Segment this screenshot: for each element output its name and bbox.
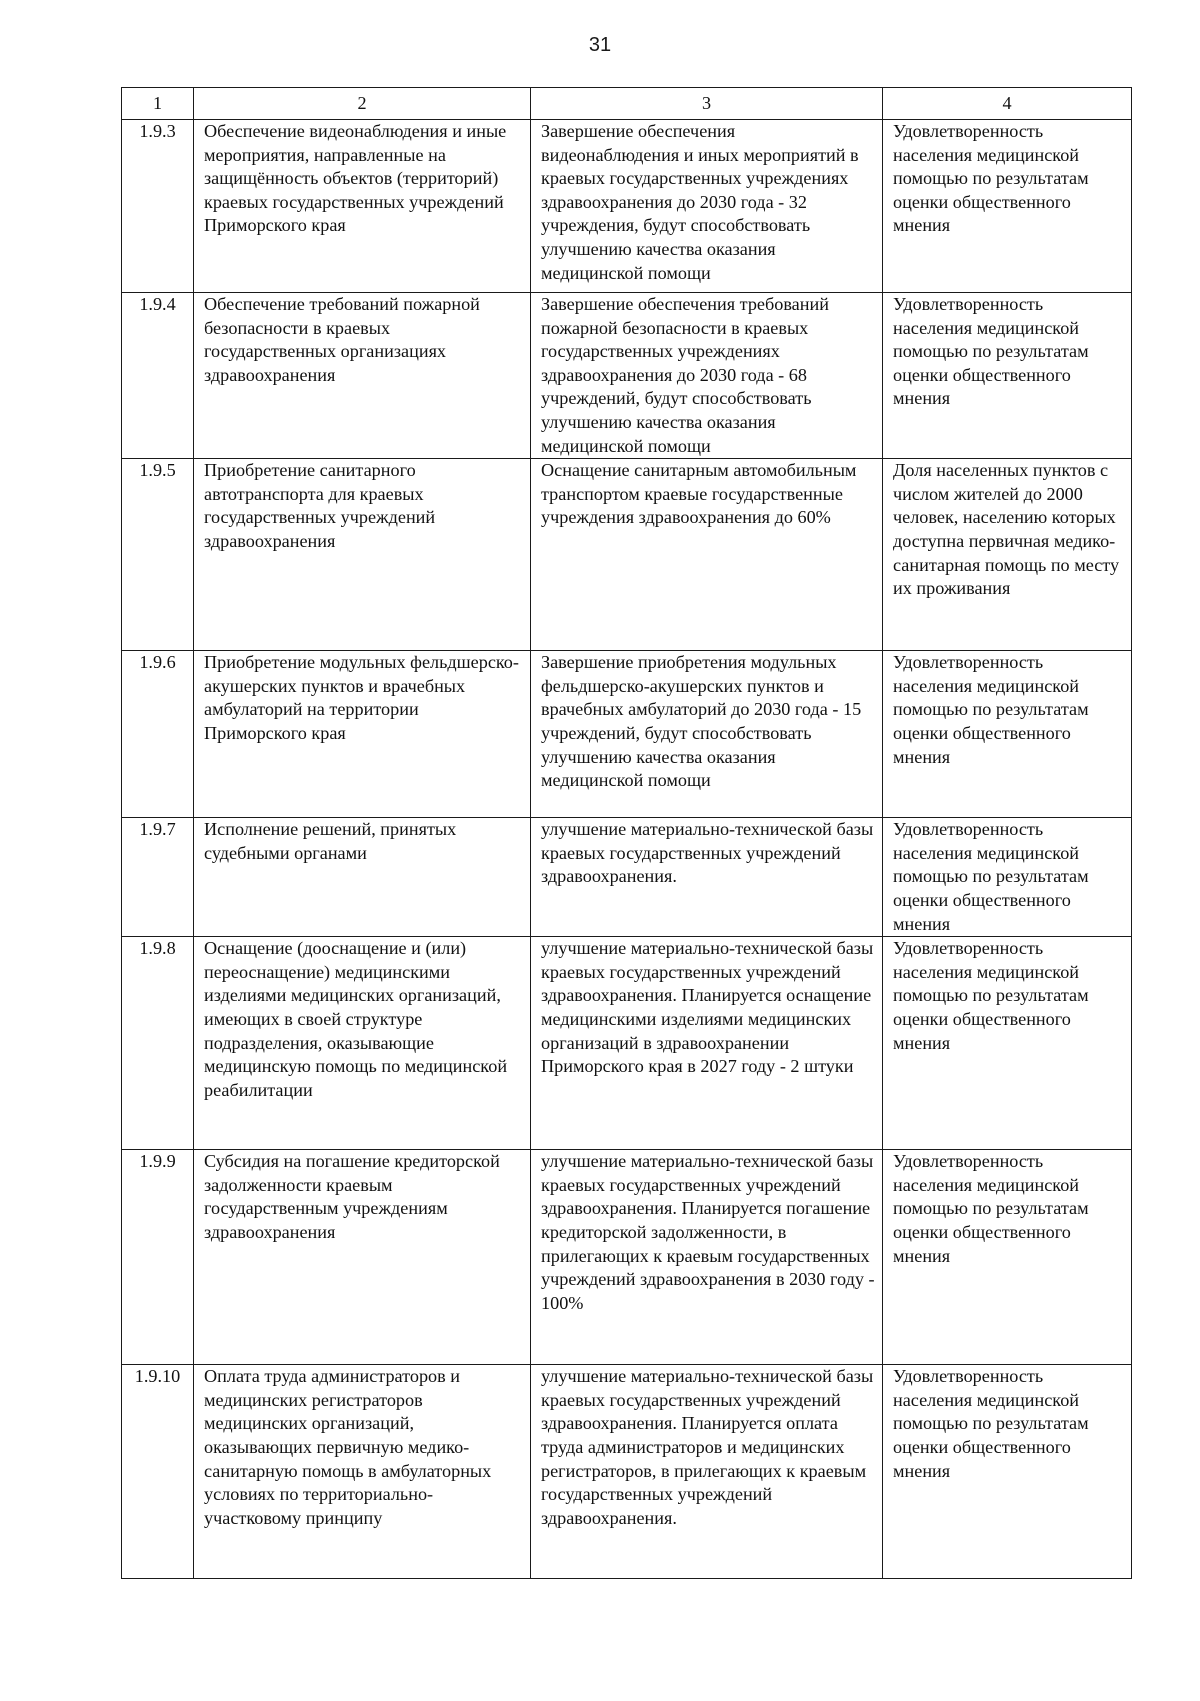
column-header-3: 3 <box>531 88 883 120</box>
column-header-1: 1 <box>122 88 194 120</box>
row-number: 1.9.5 <box>122 459 194 651</box>
row-number: 1.9.4 <box>122 293 194 459</box>
table-row <box>122 459 1132 651</box>
measure-cell: Приобретение модульных фельдшерско-акушерских пунктов и врачебных амбулаторий на территории Приморского края <box>194 651 531 818</box>
measure-cell: Оплата труда администраторов и медицинских регистраторов медицинских организаций, оказывающих первичную медико-санитарную помощь в амбулаторных условиях по территориально-участковому принципу <box>194 1365 531 1579</box>
measure-cell: Оснащение (дооснащение и (или) переоснащение) медицинскими изделиями медицинских организаций, имеющих в своей структуре подразделения, оказывающие медицинскую помощь по медицинской реабилитации <box>194 937 531 1150</box>
table-row <box>122 293 1132 459</box>
row-number: 1.9.3 <box>122 120 194 293</box>
row-number: 1.9.7 <box>122 818 194 937</box>
row-number: 1.9.9 <box>122 1150 194 1365</box>
table-row <box>122 1365 1132 1579</box>
table-row <box>122 1150 1132 1365</box>
result-cell: Завершение обеспечения требований пожарной безопасности в краевых государственных учреждениях здравоохранения до 2030 года - 68 учреждений, будут способствовать улучшению качества оказания медицинской помощи <box>531 293 883 459</box>
measure-cell: Субсидия на погашение кредиторской задолженности краевым государственным учреждениям здравоохранения <box>194 1150 531 1365</box>
indicator-cell: Доля населенных пунктов с числом жителей до 2000 человек, населению которых доступна первичная медико-санитарная помощь по месту их проживания <box>883 459 1132 651</box>
table-row <box>122 818 1132 937</box>
indicator-cell: Удовлетворенность населения медицинской помощью по результатам оценки общественного мнения <box>883 937 1132 1150</box>
indicator-cell: Удовлетворенность населения медицинской помощью по результатам оценки общественного мнения <box>883 818 1132 937</box>
table-row <box>122 937 1132 1150</box>
result-cell: Завершение приобретения модульных фельдшерско-акушерских пунктов и врачебных амбулаторий до 2030 года - 15 учреждений, будут способствовать улучшению качества оказания медицинской помощи <box>531 651 883 818</box>
indicator-cell: Удовлетворенность населения медицинской помощью по результатам оценки общественного мнения <box>883 651 1132 818</box>
result-cell: улучшение материально-технической базы краевых государственных учреждений здравоохранения. Планируется оплата труда администраторов и медицинских регистраторов, в прилегающих к краевым государственных учреждений здравоохранения. <box>531 1365 883 1579</box>
row-number: 1.9.8 <box>122 937 194 1150</box>
indicator-cell: Удовлетворенность населения медицинской помощью по результатам оценки общественного мнения <box>883 293 1132 459</box>
result-cell: улучшение материально-технической базы краевых государственных учреждений здравоохранения. Планируется погашение кредиторской задолженности, в прилегающих к краевым государственных учреждений здравоохранения в 2030 году - 100% <box>531 1150 883 1365</box>
header-row <box>122 88 1132 120</box>
row-number: 1.9.10 <box>122 1365 194 1579</box>
row-number: 1.9.6 <box>122 651 194 818</box>
page-number: 31 <box>588 34 612 56</box>
indicator-cell: Удовлетворенность населения медицинской помощью по результатам оценки общественного мнения <box>883 1365 1132 1579</box>
measure-cell: Приобретение санитарного автотранспорта для краевых государственных учреждений здравоохранения <box>194 459 531 651</box>
result-cell: улучшение материально-технической базы краевых государственных учреждений здравоохранения. Планируется оснащение медицинскими изделиями медицинских организаций в здравоохранении Приморского края в 2027 году - 2 штуки <box>531 937 883 1150</box>
table-row <box>122 120 1132 293</box>
indicator-cell: Удовлетворенность населения медицинской помощью по результатам оценки общественного мнения <box>883 1150 1132 1365</box>
result-cell: Оснащение санитарным автомобильным транспортом краевые государственные учреждения здравоохранения до 60% <box>531 459 883 651</box>
table-row <box>122 651 1132 818</box>
column-header-2: 2 <box>194 88 531 120</box>
result-cell: улучшение материально-технической базы краевых государственных учреждений здравоохранения. <box>531 818 883 937</box>
measures-table <box>121 87 1132 1579</box>
column-header-4: 4 <box>883 88 1132 120</box>
measure-cell: Исполнение решений, принятых судебными органами <box>194 818 531 937</box>
result-cell: Завершение обеспечения видеонаблюдения и иных мероприятий в краевых государственных учреждениях здравоохранения до 2030 года - 32 учреждения, будут способствовать улучшению качества оказания медицинской помощи <box>531 120 883 293</box>
indicator-cell: Удовлетворенность населения медицинской помощью по результатам оценки общественного мнения <box>883 120 1132 293</box>
measure-cell: Обеспечение требований пожарной безопасности в краевых государственных организациях здравоохранения <box>194 293 531 459</box>
measure-cell: Обеспечение видеонаблюдения и иные мероприятия, направленные на защищённость объектов (территорий) краевых государственных учреждений Приморского края <box>194 120 531 293</box>
